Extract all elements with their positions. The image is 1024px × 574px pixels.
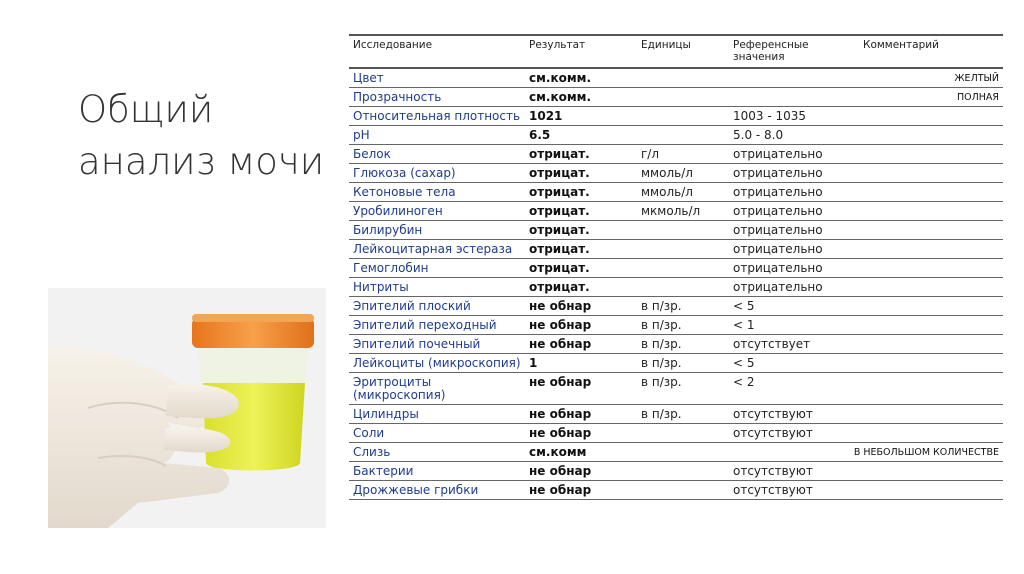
result-cell: не обнар xyxy=(525,335,637,354)
comment-cell xyxy=(849,183,1003,202)
comment-cell xyxy=(849,335,1003,354)
test-name-cell: Относительная плотность xyxy=(349,107,525,126)
table-row xyxy=(349,126,1003,145)
header-result: Результат xyxy=(525,35,637,68)
result-cell: отрицат. xyxy=(525,240,637,259)
table-row xyxy=(349,405,1003,424)
table-row xyxy=(349,373,1003,405)
result-cell: отрицат. xyxy=(525,259,637,278)
units-cell: ммоль/л xyxy=(637,183,729,202)
test-name-cell: Слизь xyxy=(349,443,525,462)
test-name-cell: Эпителий почечный xyxy=(349,335,525,354)
reference-cell xyxy=(729,68,849,88)
comment-cell xyxy=(849,259,1003,278)
table-row xyxy=(349,443,1003,462)
reference-cell: отсутствуют xyxy=(729,462,849,481)
table-row xyxy=(349,107,1003,126)
result-cell: отрицат. xyxy=(525,278,637,297)
units-cell xyxy=(637,259,729,278)
comment-cell xyxy=(849,297,1003,316)
table-row xyxy=(349,316,1003,335)
comment-cell xyxy=(849,316,1003,335)
units-cell: в п/зр. xyxy=(637,373,729,405)
test-name-cell: Эпителий плоский xyxy=(349,297,525,316)
gloved-hand-holding-cup-image xyxy=(48,288,326,528)
result-cell: см.комм. xyxy=(525,68,637,88)
comment-cell xyxy=(849,481,1003,500)
test-name-cell: Гемоглобин xyxy=(349,259,525,278)
units-cell xyxy=(637,88,729,107)
comment-cell xyxy=(849,462,1003,481)
result-cell: отрицат. xyxy=(525,183,637,202)
reference-cell: отрицательно xyxy=(729,202,849,221)
table-row xyxy=(349,481,1003,500)
table-row xyxy=(349,335,1003,354)
units-cell xyxy=(637,68,729,88)
units-cell xyxy=(637,443,729,462)
result-cell: см.комм. xyxy=(525,88,637,107)
test-name-cell: Цвет xyxy=(349,68,525,88)
test-name-cell: Кетоновые тела xyxy=(349,183,525,202)
header-units: Единицы xyxy=(637,35,729,68)
test-name-cell: Дрожжевые грибки xyxy=(349,481,525,500)
table-row xyxy=(349,88,1003,107)
reference-cell: < 1 xyxy=(729,316,849,335)
units-cell: в п/зр. xyxy=(637,297,729,316)
comment-cell: ЖЕЛТЫЙ xyxy=(849,68,1003,88)
table-row xyxy=(349,183,1003,202)
test-name-cell: Лейкоциты (микроскопия) xyxy=(349,354,525,373)
slide-title-line-1: Общий xyxy=(78,88,214,131)
table-row xyxy=(349,202,1003,221)
result-cell: 1021 xyxy=(525,107,637,126)
comment-cell xyxy=(849,221,1003,240)
test-name-cell: Глюкоза (сахар) xyxy=(349,164,525,183)
result-cell: не обнар xyxy=(525,462,637,481)
units-cell: в п/зр. xyxy=(637,335,729,354)
reference-cell: отрицательно xyxy=(729,259,849,278)
units-cell xyxy=(637,221,729,240)
reference-cell: 5.0 - 8.0 xyxy=(729,126,849,145)
header-test: Исследование xyxy=(349,35,525,68)
reference-cell xyxy=(729,443,849,462)
comment-cell: В НЕБОЛЬШОМ КОЛИЧЕСТВЕ xyxy=(849,443,1003,462)
test-name-cell: Цилиндры xyxy=(349,405,525,424)
table-header-row xyxy=(349,35,1003,68)
units-cell: в п/зр. xyxy=(637,405,729,424)
comment-cell xyxy=(849,202,1003,221)
reference-cell: < 5 xyxy=(729,354,849,373)
comment-cell xyxy=(849,145,1003,164)
test-name-cell: Бактерии xyxy=(349,462,525,481)
result-cell: отрицат. xyxy=(525,164,637,183)
test-name-cell: Лейкоцитарная эстераза xyxy=(349,240,525,259)
table-row xyxy=(349,297,1003,316)
result-cell: не обнар xyxy=(525,316,637,335)
reference-cell: < 5 xyxy=(729,297,849,316)
result-cell: 6.5 xyxy=(525,126,637,145)
test-name-cell: pH xyxy=(349,126,525,145)
table-row xyxy=(349,354,1003,373)
result-cell: отрицат. xyxy=(525,202,637,221)
reference-cell: отсутствуют xyxy=(729,481,849,500)
reference-cell: < 2 xyxy=(729,373,849,405)
table-row xyxy=(349,68,1003,88)
units-cell: ммоль/л xyxy=(637,164,729,183)
reference-cell: отрицательно xyxy=(729,164,849,183)
reference-cell: отрицательно xyxy=(729,278,849,297)
test-name-cell: Эпителий переходный xyxy=(349,316,525,335)
reference-cell: отсутствуют xyxy=(729,405,849,424)
units-cell xyxy=(637,424,729,443)
test-name-cell: Белок xyxy=(349,145,525,164)
result-cell: не обнар xyxy=(525,424,637,443)
urine-container-photo xyxy=(48,288,326,528)
test-name-cell: Уробилиноген xyxy=(349,202,525,221)
test-name-cell: Эритроциты (микроскопия) xyxy=(349,373,525,405)
table-row xyxy=(349,145,1003,164)
table-row xyxy=(349,164,1003,183)
urinalysis-table xyxy=(349,34,1003,500)
slide-title xyxy=(78,84,324,188)
table-row xyxy=(349,462,1003,481)
units-cell: в п/зр. xyxy=(637,354,729,373)
test-name-cell: Соли xyxy=(349,424,525,443)
result-cell: 1 xyxy=(525,354,637,373)
test-name-cell: Нитриты xyxy=(349,278,525,297)
test-name-cell: Билирубин xyxy=(349,221,525,240)
result-cell: отрицат. xyxy=(525,145,637,164)
comment-cell xyxy=(849,278,1003,297)
comment-cell xyxy=(849,126,1003,145)
urinalysis-table-container xyxy=(349,34,1003,500)
units-cell: г/л xyxy=(637,145,729,164)
units-cell xyxy=(637,278,729,297)
units-cell: в п/зр. xyxy=(637,316,729,335)
reference-cell xyxy=(729,88,849,107)
reference-cell: отсутствуют xyxy=(729,424,849,443)
comment-cell xyxy=(849,240,1003,259)
reference-cell: отсутствует xyxy=(729,335,849,354)
reference-cell: отрицательно xyxy=(729,240,849,259)
comment-cell xyxy=(849,405,1003,424)
table-row xyxy=(349,221,1003,240)
comment-cell xyxy=(849,354,1003,373)
table-row xyxy=(349,259,1003,278)
result-cell: отрицат. xyxy=(525,221,637,240)
units-cell xyxy=(637,481,729,500)
table-row xyxy=(349,240,1003,259)
reference-cell: 1003 - 1035 xyxy=(729,107,849,126)
reference-cell: отрицательно xyxy=(729,221,849,240)
result-cell: не обнар xyxy=(525,481,637,500)
test-name-cell: Прозрачность xyxy=(349,88,525,107)
comment-cell xyxy=(849,107,1003,126)
units-cell xyxy=(637,240,729,259)
reference-cell: отрицательно xyxy=(729,145,849,164)
header-reference: Референсные значения xyxy=(729,35,849,68)
result-cell: не обнар xyxy=(525,373,637,405)
table-row xyxy=(349,278,1003,297)
comment-cell xyxy=(849,373,1003,405)
comment-cell: ПОЛНАЯ xyxy=(849,88,1003,107)
result-cell: см.комм xyxy=(525,443,637,462)
result-cell: не обнар xyxy=(525,405,637,424)
comment-cell xyxy=(849,164,1003,183)
comment-cell xyxy=(849,424,1003,443)
header-comment: Комментарий xyxy=(849,35,1003,68)
slide-title-line-2: анализ мочи xyxy=(78,140,325,183)
table-body xyxy=(349,68,1003,500)
units-cell xyxy=(637,462,729,481)
table-row xyxy=(349,424,1003,443)
units-cell xyxy=(637,107,729,126)
units-cell: мкмоль/л xyxy=(637,202,729,221)
result-cell: не обнар xyxy=(525,297,637,316)
reference-cell: отрицательно xyxy=(729,183,849,202)
units-cell xyxy=(637,126,729,145)
